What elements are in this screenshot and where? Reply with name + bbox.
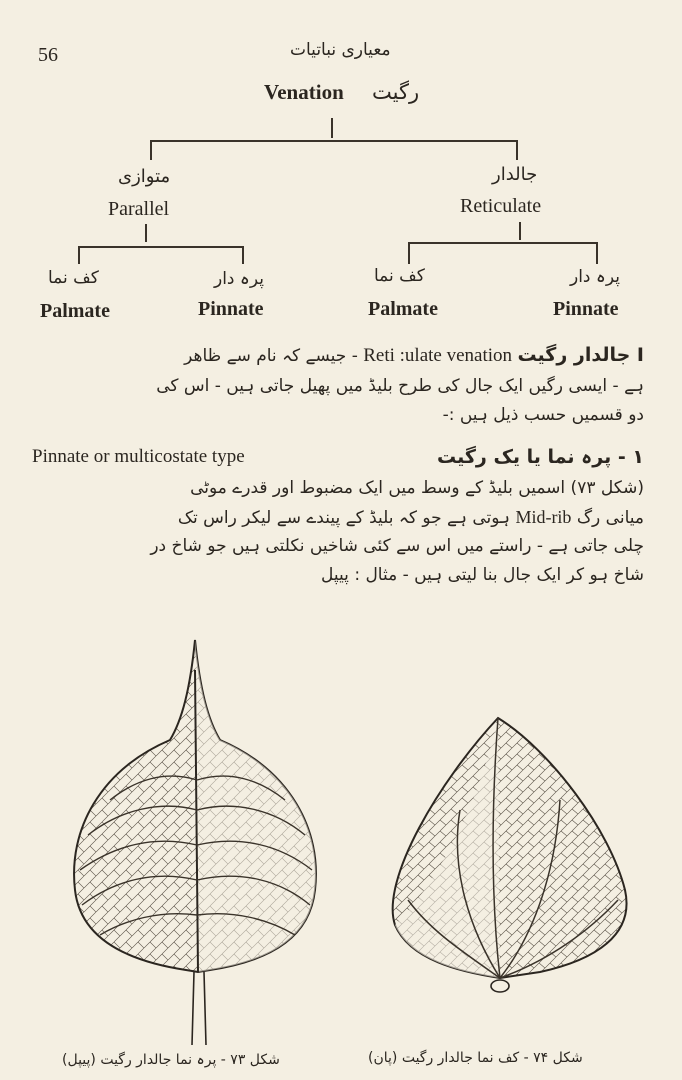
tree-root-en: Venation	[264, 80, 344, 104]
section-reticulate	[32, 338, 644, 430]
tree-leaf-en: Palmate	[40, 300, 110, 322]
tree-left-stem	[145, 224, 147, 242]
tree-left-en: Parallel	[108, 198, 170, 220]
section2-line4: شاخ ہو کر ایک جال بنا لیتی ہیں - مثال : پیپل	[321, 565, 644, 585]
figure-peepal-leaf	[60, 630, 330, 1050]
tree-right-leaf1-drop	[408, 242, 410, 264]
section1-heading-ur: I جالدار رگیت	[517, 344, 644, 366]
tree-leaf-ur: کف نما	[48, 268, 99, 288]
tree-left-leaf1-drop	[78, 246, 80, 264]
tree-top-bar	[150, 140, 518, 142]
section2-line3: چلی جاتی ہے - راستے میں اس سے کئی شاخیں نکلتی ہیں جو شاخ در	[150, 536, 644, 556]
tree-left-leaf2-drop	[242, 246, 244, 264]
tree-leaf-en: Palmate	[368, 298, 438, 320]
tree-leaf-ur: کف نما	[374, 266, 425, 286]
section1-line1-tail: - جیسے کہ نام سے ظاهر	[184, 346, 358, 366]
section2-line2-ur: میانی رگ	[576, 508, 644, 528]
section1-line2: ہے - ایسی رگیں ایک جال کی طرح بلیڈ میں پھیل جاتی ہیں - اس کی	[156, 376, 644, 396]
tree-left-drop	[150, 140, 152, 160]
tree-leaf-en: Pinnate	[198, 298, 264, 320]
page-number: 56	[38, 44, 58, 66]
section2-line2-en: Mid-rib	[515, 507, 572, 527]
tree-right-leaf2-drop	[596, 242, 598, 264]
section2-line1: (شکل ۷۳) اسمیں بلیڈ کے وسط میں ایک مضبوط اور قدرے موٹی	[190, 478, 644, 498]
tree-left-ur: متوازی	[118, 166, 171, 187]
section-pinnate	[32, 440, 644, 590]
running-title: معیاری نباتیات	[290, 40, 391, 60]
tree-root-ur: رگیت	[372, 80, 420, 104]
tree-right-bar	[408, 242, 598, 244]
tree-root-stem	[331, 118, 333, 138]
section1-line3: دو قسمیں حسب ذیل ہیں :-	[442, 405, 644, 425]
tree-right-en: Reticulate	[460, 195, 542, 217]
tree-right-stem	[519, 222, 521, 240]
tree-right-ur: جالدار	[492, 164, 538, 185]
tree-leaf-en: Pinnate	[553, 298, 619, 320]
section2-heading-en: Pinnate or multicostate type	[32, 446, 245, 467]
tree-right-drop	[516, 140, 518, 160]
figure-left-caption: شکل ۷۳ - پرہ نما جالدار رگیت (پیپل)	[62, 1052, 280, 1068]
section2-line2-tail: ہوتی ہے جو کہ بلیڈ کے پیندے سے لیکر راس تک	[177, 508, 511, 528]
section1-heading-en: Reti :ulate venation	[363, 345, 513, 366]
tree-leaf-ur: پرہ دار	[214, 269, 264, 289]
figure-right-caption: شکل ۷۴ - کف نما جالدار رگیت (پان)	[368, 1050, 583, 1066]
section2-heading-ur: ۱ - پرہ نما یا یک رگیت	[437, 446, 644, 468]
tree-left-bar	[78, 246, 244, 248]
figure-paan-leaf	[380, 710, 640, 1010]
tree-leaf-ur: پرہ دار	[570, 267, 620, 287]
